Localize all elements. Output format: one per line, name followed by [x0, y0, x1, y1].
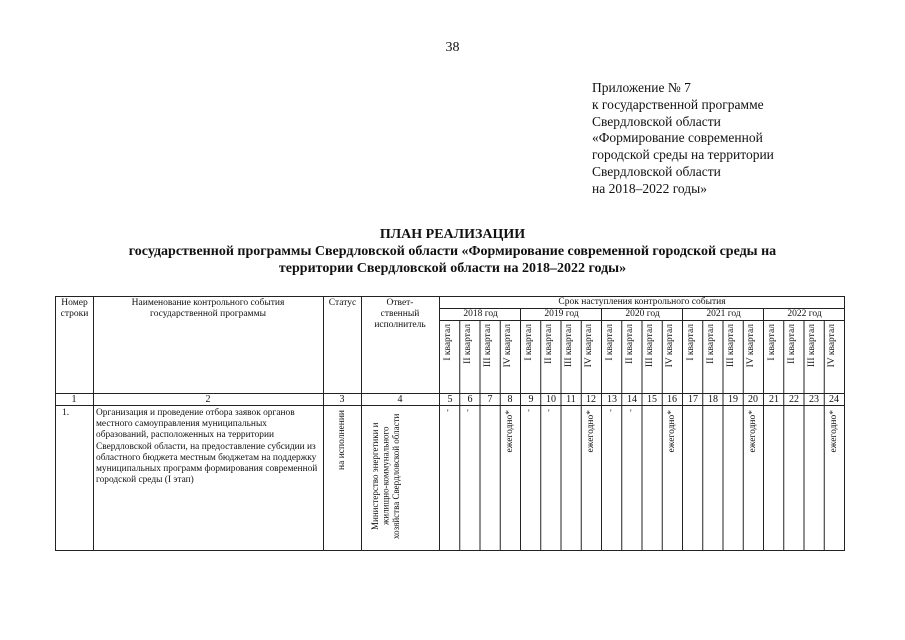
- quarter-mark: ': [630, 408, 632, 418]
- quarter-mark: ': [467, 408, 469, 418]
- column-number: 18: [708, 394, 718, 405]
- quarter-label: IV квартал: [665, 324, 675, 368]
- year-label: 2021 год: [706, 309, 741, 319]
- quarter-label: I квартал: [686, 324, 696, 361]
- appendix-line: «Формирование современной: [592, 130, 763, 146]
- title-line-1: ПЛАН РЕАЛИЗАЦИИ: [379, 227, 526, 242]
- column-number: 10: [546, 394, 556, 405]
- quarter-label: IV квартал: [584, 324, 594, 368]
- quarter-label: II квартал: [544, 324, 554, 364]
- column-number: 22: [789, 394, 799, 405]
- quarter-value: ежегодно*: [505, 410, 515, 453]
- appendix-line: Свердловской области: [592, 113, 721, 129]
- quarter-label: I квартал: [524, 324, 534, 361]
- title-line-2: государственной программы Свердловской области «Формирование современной городской среды на: [128, 244, 777, 259]
- quarter-label: III квартал: [726, 324, 736, 367]
- event-name: Организация и проведение отбора заявок органов местного самоуправления муниципальных образований, расположенных на территории Свердловской области, на предоставление субсидии из областного бюджета местным бюджетам на поддержку муниципальных программ формирования современной городской среды (I этап): [96, 408, 318, 486]
- year-label: 2022 год: [787, 309, 822, 319]
- column-number: 15: [647, 394, 657, 405]
- header-executor: Ответ-ственный исполнитель: [374, 298, 426, 330]
- quarter-label: II квартал: [787, 324, 797, 364]
- quarter-label: I квартал: [605, 324, 615, 361]
- column-number: 17: [688, 394, 698, 405]
- column-number: 20: [748, 394, 758, 405]
- quarter-label: I квартал: [443, 324, 453, 361]
- quarter-value: ежегодно*: [586, 410, 596, 453]
- quarter-value: ежегодно*: [667, 410, 677, 453]
- column-number: 8: [507, 394, 513, 405]
- column-number: 21: [769, 394, 779, 405]
- column-number: 16: [667, 394, 677, 405]
- quarter-label: II квартал: [625, 324, 635, 364]
- header-event-name: Наименование контрольного события государственной программы: [131, 298, 285, 319]
- quarter-mark: ': [528, 408, 530, 418]
- column-number: 12: [586, 394, 596, 405]
- event-status: на исполнении: [337, 410, 347, 470]
- quarter-mark: ': [548, 408, 550, 418]
- year-label: 2018 год: [463, 309, 498, 319]
- column-number: 11: [566, 394, 576, 405]
- column-number: 3: [339, 394, 345, 405]
- column-number: 19: [728, 394, 738, 405]
- header-term: Срок наступления контрольного события: [558, 297, 726, 307]
- quarter-label: I квартал: [767, 324, 777, 361]
- quarter-label: III квартал: [807, 324, 817, 367]
- quarter-label: III квартал: [483, 324, 493, 367]
- year-label: 2020 год: [625, 309, 660, 319]
- quarter-label: II квартал: [463, 324, 473, 364]
- page-number: 38: [445, 40, 460, 55]
- column-number: 1: [71, 394, 77, 405]
- appendix-line: Приложение № 7: [592, 80, 691, 95]
- header-status: Статус: [328, 298, 357, 308]
- column-number: 14: [627, 394, 637, 405]
- quarter-label: III квартал: [645, 324, 655, 367]
- column-number: 23: [809, 394, 819, 405]
- event-executor: Министерство энергетики и жилищно-коммунального хозяйства Свердловской области: [370, 413, 401, 539]
- quarter-mark: ': [610, 408, 612, 418]
- column-number: 6: [467, 394, 473, 405]
- quarter-label: IV квартал: [503, 324, 513, 368]
- column-number: 7: [487, 394, 493, 405]
- column-number: 2: [205, 394, 211, 405]
- quarter-value: ежегодно*: [748, 410, 758, 453]
- column-number: 9: [528, 394, 534, 405]
- quarter-value: ежегодно*: [829, 410, 839, 453]
- quarter-label: IV квартал: [746, 324, 756, 368]
- column-number: 5: [447, 394, 453, 405]
- column-number: 24: [829, 394, 839, 405]
- quarter-mark: ': [447, 408, 449, 418]
- title-line-3: территории Свердловской области на 2018–2022 годы»: [278, 261, 627, 276]
- header-row-number: Номер строки: [60, 298, 89, 319]
- column-number: 13: [607, 394, 617, 405]
- year-label: 2019 год: [544, 309, 579, 319]
- row-number: 1.: [62, 408, 70, 418]
- appendix-line: городской среды на территории: [592, 147, 774, 163]
- quarter-label: II квартал: [706, 324, 716, 364]
- appendix-line: на 2018–2022 годы»: [592, 180, 707, 196]
- appendix-line: Свердловской области: [592, 163, 721, 179]
- column-number: 4: [397, 394, 403, 405]
- quarter-label: IV квартал: [827, 324, 837, 368]
- quarter-label: III квартал: [564, 324, 574, 367]
- appendix-line: к государственной программе: [592, 96, 764, 112]
